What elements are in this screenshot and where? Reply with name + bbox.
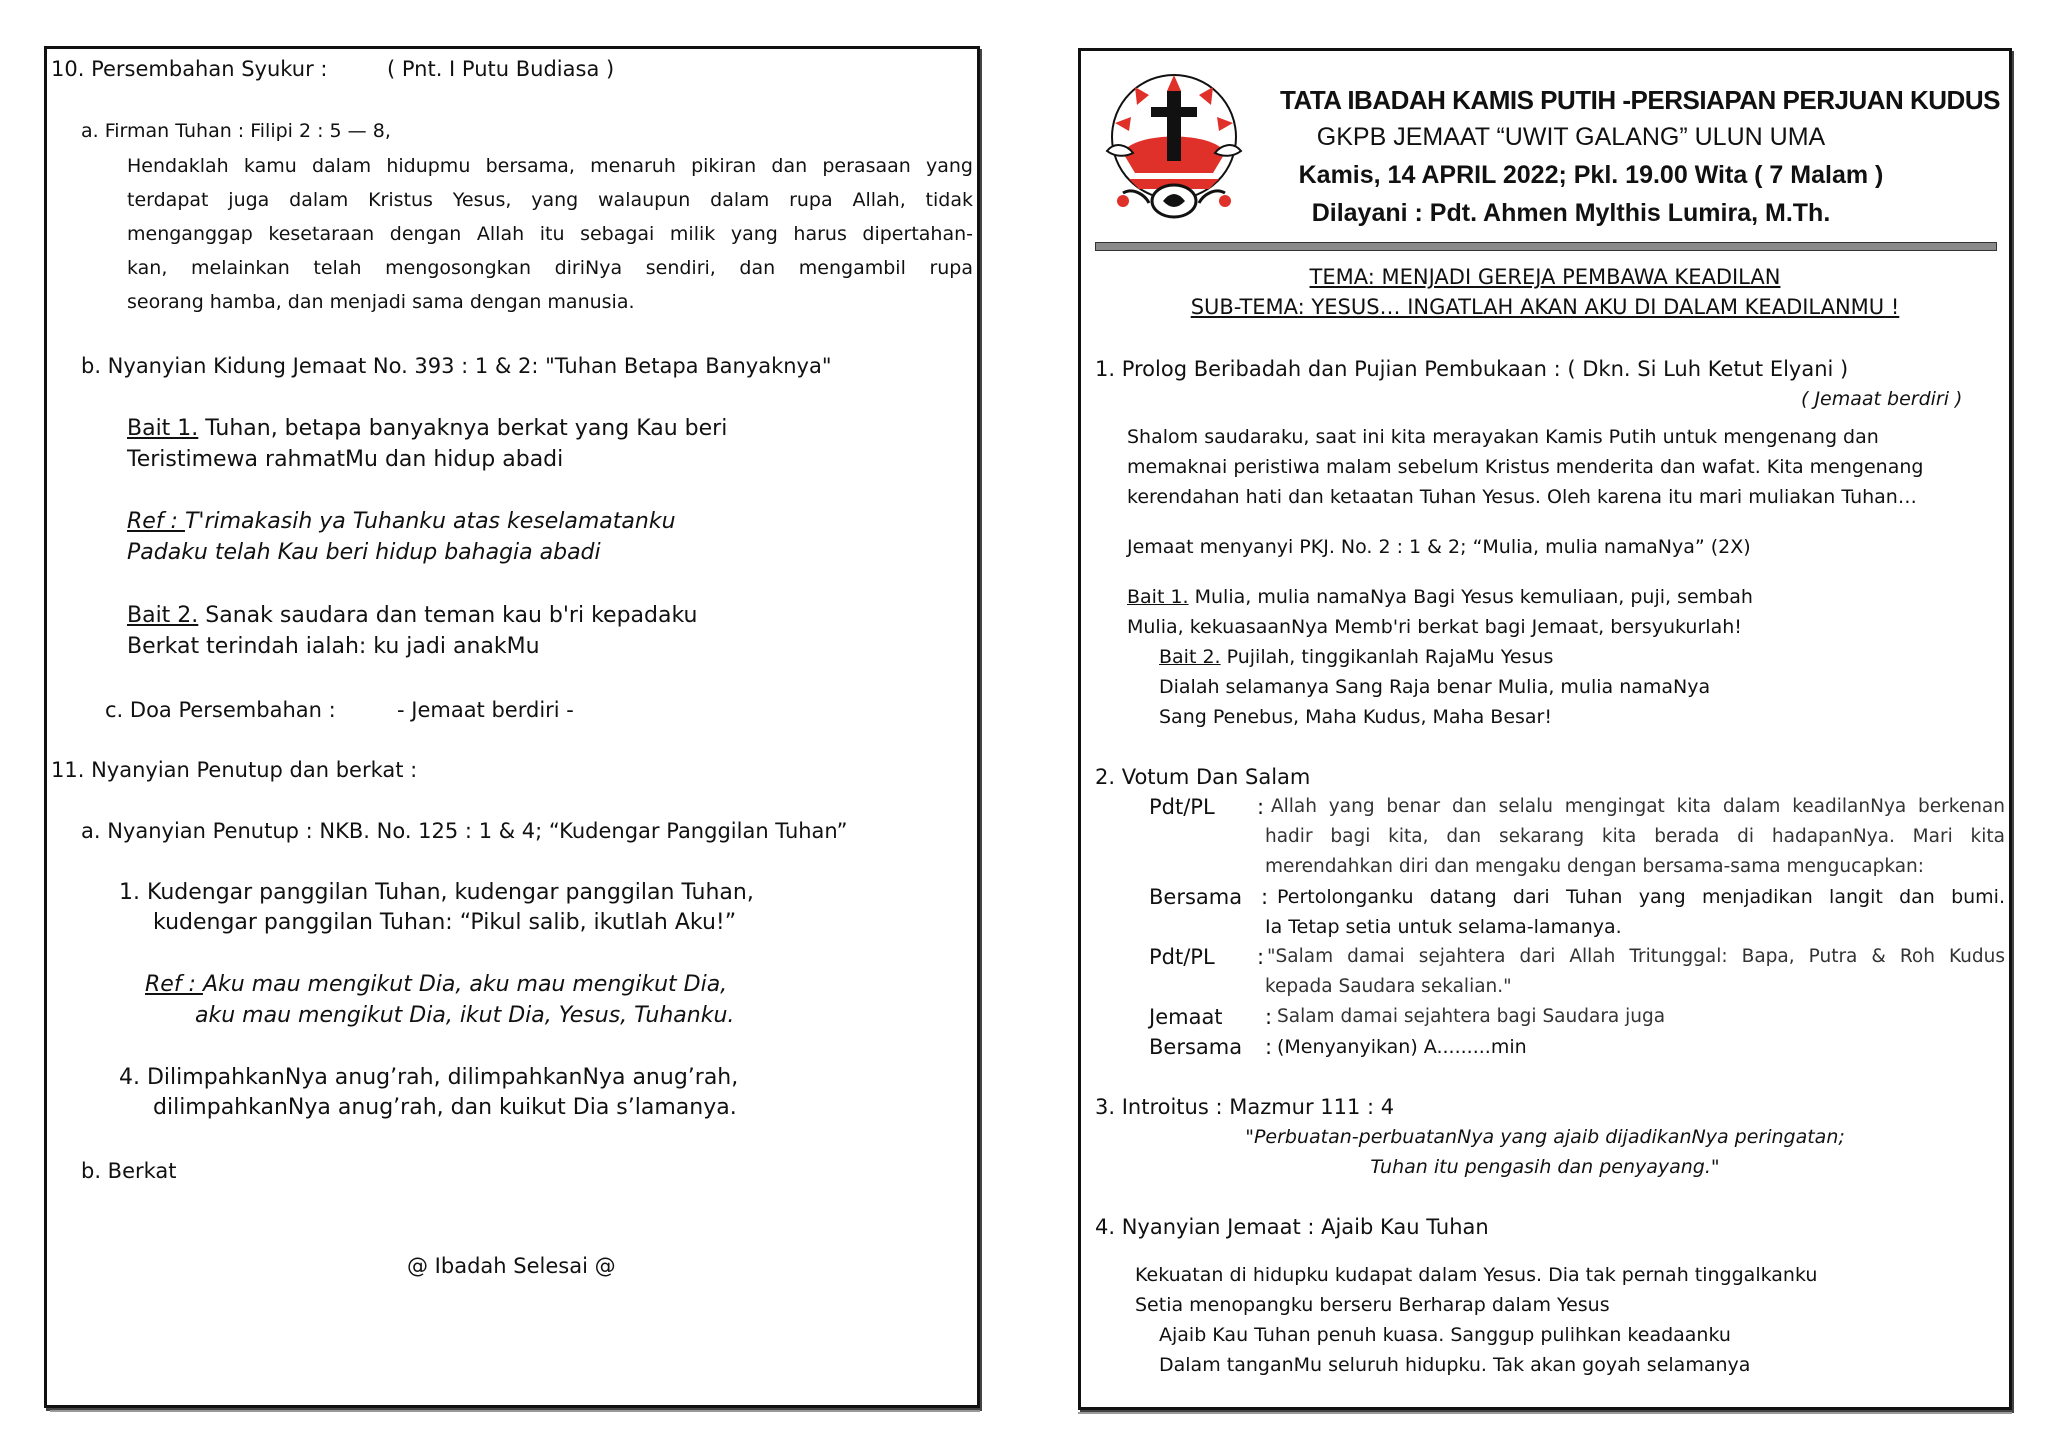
firman-line-3: menganggap kesetaraan dengan Allah itu sebagai milik yang harus dipertahan- [127,223,973,245]
pkj-bait-1-text: Mulia, mulia namaNya Bagi Yesus kemuliaan, puji, sembah [1188,586,1753,608]
section-1-title: 1. Prolog Beribadah dan Pujian Pembukaan : ( Dkn. Si Luh Ketut Elyani ) [1095,357,1849,381]
theme: TEMA: MENJADI GEREJA PEMBAWA KEADILAN [1309,265,1781,289]
firman-line-4: kan, melainkan telah mengosongkan diriNya sendiri, dan mengambil rupa [127,257,973,279]
votum-separator: : [1257,795,1265,819]
service-datetime: Kamis, 14 APRIL 2022; Pkl. 19.00 Wita ( 7 Malam ) [1298,161,1884,189]
closing-line: @ Ibadah Selesai @ [407,1254,616,1278]
header-separator [1095,242,1997,251]
section-10-title: 10. Persembahan Syukur : [51,57,328,81]
ref-2-line-2: aku mau mengikut Dia, ikut Dia, Yesus, Tuhanku. [195,1003,735,1028]
pkj-bait-1-label: Bait 1. [1127,586,1189,608]
ref-1-line-2: Padaku telah Kau beri hidup bahagia abadi [127,540,601,565]
verse-4-line-1: 4. DilimpahkanNya anug’rah, dilimpahkanNya anug’rah, [119,1065,739,1090]
prolog-line-2: memaknai peristiwa malam sebelum Kristus menderita dan wafat. Kita mengenang [1127,456,1924,478]
section-10-leader: ( Pnt. I Putu Budiasa ) [387,57,615,81]
ajaib-line-3: Ajaib Kau Tuhan penuh kuasa. Sanggup pulihkan keadaanku [1159,1324,1731,1346]
kidung-title: b. Nyanyian Kidung Jemaat No. 393 : 1 & 2: "Tuhan Betapa Banyaknya" [81,354,832,378]
church-logo-icon [1093,61,1255,223]
votum-line: kepada Saudara sekalian." [1265,976,1512,997]
firman-line-5: seorang hamba, dan menjadi sama dengan manusia. [127,291,635,313]
service-title: TATA IBADAH KAMIS PUTIH -PERSIAPAN PERJUAN KUDUS [1280,85,2000,115]
votum-speaker: Jemaat [1149,1005,1223,1029]
bait-2-text: Sanak saudara dan teman kau b'ri kepadaku [198,603,698,628]
pkj-bait-2-label: Bait 2. [1159,646,1221,668]
introitus-line-2: Tuhan itu pengasih dan penyayang." [1370,1156,1720,1178]
doa-title: c. Doa Persembahan : [105,698,336,722]
votum-line: merendahkan diri dan mengaku dengan bersama-sama mengucapkan: [1265,856,1925,877]
prolog-line-1: Shalom saudaraku, saat ini kita merayakan Kamis Putih untuk mengenang dan [1127,426,1879,448]
doa-note: - Jemaat berdiri - [397,698,574,722]
bait-2-line-2: Berkat terindah ialah: ku jadi anakMu [127,634,540,659]
ajaib-line-4: Dalam tanganMu seluruh hidupku. Tak akan goyah selamanya [1159,1354,1751,1376]
votum-speaker: Pdt/PL [1149,945,1215,969]
votum-speaker: Pdt/PL [1149,795,1215,819]
bait-1-text: Tuhan, betapa banyaknya berkat yang Kau beri [198,416,728,441]
ajaib-line-2: Setia menopangku berseru Berharap dalam Yesus [1135,1294,1610,1316]
pkj-bait-1-line-1 [1127,583,1753,611]
votum-line: Ia Tetap setia untuk selama-lamanya. [1265,916,1622,938]
introitus-line-1: "Perbuatan-perbuatanNya yang ajaib dijadikanNya peringatan; [1245,1126,1845,1148]
pkj-bait-1-line-2: Mulia, kekuasaanNya Memb'ri berkat bagi Jemaat, bersyukurlah! [1127,616,1742,638]
ref-1-text: T'rimakasih ya Tuhanku atas keselamatanku [184,509,676,534]
ajaib-line-1: Kekuatan di hidupku kudapat dalam Yesus. Dia tak pernah tinggalkanku [1135,1264,1818,1286]
penutup-title: a. Nyanyian Penutup : NKB. No. 125 : 1 & 4; “Kudengar Panggilan Tuhan” [81,819,848,843]
section-4-title: 4. Nyanyian Jemaat : Ajaib Kau Tuhan [1095,1215,1489,1239]
ref-2-text: Aku mau mengikut Dia, aku mau mengikut Dia, [202,972,728,997]
berkat: b. Berkat [81,1159,177,1183]
firman-line-2: terdapat juga dalam Kristus Yesus, yang walaupun dalam rupa Allah, tidak [127,189,973,211]
service-minister: Dilayani : Pdt. Ahmen Mylthis Lumira, M.Th. [1311,199,1831,227]
votum-line: "Salam damai sejahtera dari Allah Tritunggal: Bapa, Putra & Roh Kudus [1267,946,2005,967]
votum-line: Salam damai sejahtera bagi Saudara juga [1277,1006,1666,1027]
pkj-bait-2-line-1 [1159,643,1553,671]
ref-2-line-1 [145,971,727,999]
ref-1-label: Ref : [127,509,185,534]
pkj-line: Jemaat menyanyi PKJ. No. 2 : 1 & 2; “Mulia, mulia namaNya” (2X) [1127,536,1751,558]
sub-theme: SUB-TEMA: YESUS… INGATLAH AKAN AKU DI DALAM KEADILANMU ! [1190,295,1900,319]
section-2-title: 2. Votum Dan Salam [1095,765,1311,789]
section-1-stand: ( Jemaat berdiri ) [1801,388,1963,410]
votum-separator: : [1257,945,1265,969]
votum-line: hadir bagi kita, dan sekarang kita berada di hadapanNya. Mari kita [1265,826,2005,847]
church-name: GKPB JEMAAT “UWIT GALANG” ULUN UMA [1316,123,1826,151]
section-11-title: 11. Nyanyian Penutup dan berkat : [51,758,418,782]
votum-speaker: Bersama [1149,885,1243,909]
left-page-bottom-line [50,1410,980,1412]
section-3-title: 3. Introitus : Mazmur 111 : 4 [1095,1095,1395,1119]
pkj-bait-2-text: Pujilah, tinggikanlah RajaMu Yesus [1220,646,1554,668]
bait-2-line-1 [127,602,697,630]
votum-line: Allah yang benar dan selalu mengingat kita dalam keadilanNya berkenan [1271,796,2005,817]
votum-line: (Menyanyikan) A.........min [1277,1036,1527,1058]
bait-1-line-1 [127,415,727,443]
votum-separator: : [1265,1005,1273,1029]
verse-4-line-2: dilimpahkanNya anug’rah, dan kuikut Dia s’lamanya. [153,1095,737,1120]
bait-2-label: Bait 2. [127,603,199,628]
votum-separator: : [1261,885,1269,909]
pkj-bait-2-line-2: Dialah selamanya Sang Raja benar Mulia, mulia namaNya [1159,676,1711,698]
pkj-bait-2-line-3: Sang Penebus, Maha Kudus, Maha Besar! [1159,706,1552,728]
right-page [1078,48,2012,1410]
firman-title: a. Firman Tuhan : Filipi 2 : 5 — 8, [81,120,391,142]
right-page-bottom-line [1078,1412,2012,1414]
ref-1-line-1 [127,508,676,536]
votum-separator: : [1265,1035,1273,1059]
left-page [44,46,980,1408]
prolog-line-3: kerendahan hati dan ketaatan Tuhan Yesus. Oleh karena itu mari muliakan Tuhan… [1127,486,1917,508]
votum-line: Pertolonganku datang dari Tuhan yang menjadikan langit dan bumi. [1277,886,2005,908]
bait-1-line-2: Teristimewa rahmatMu dan hidup abadi [127,447,564,472]
bait-1-label: Bait 1. [127,416,199,441]
verse-1-line-2: kudengar panggilan Tuhan: “Pikul salib, ikutlah Aku!” [153,910,737,935]
verse-1-line-1: 1. Kudengar panggilan Tuhan, kudengar panggilan Tuhan, [119,880,754,905]
votum-speaker: Bersama [1149,1035,1243,1059]
firman-line-1: Hendaklah kamu dalam hidupmu bersama, menaruh pikiran dan perasaan yang [127,155,973,177]
ref-2-label: Ref : [145,972,203,997]
